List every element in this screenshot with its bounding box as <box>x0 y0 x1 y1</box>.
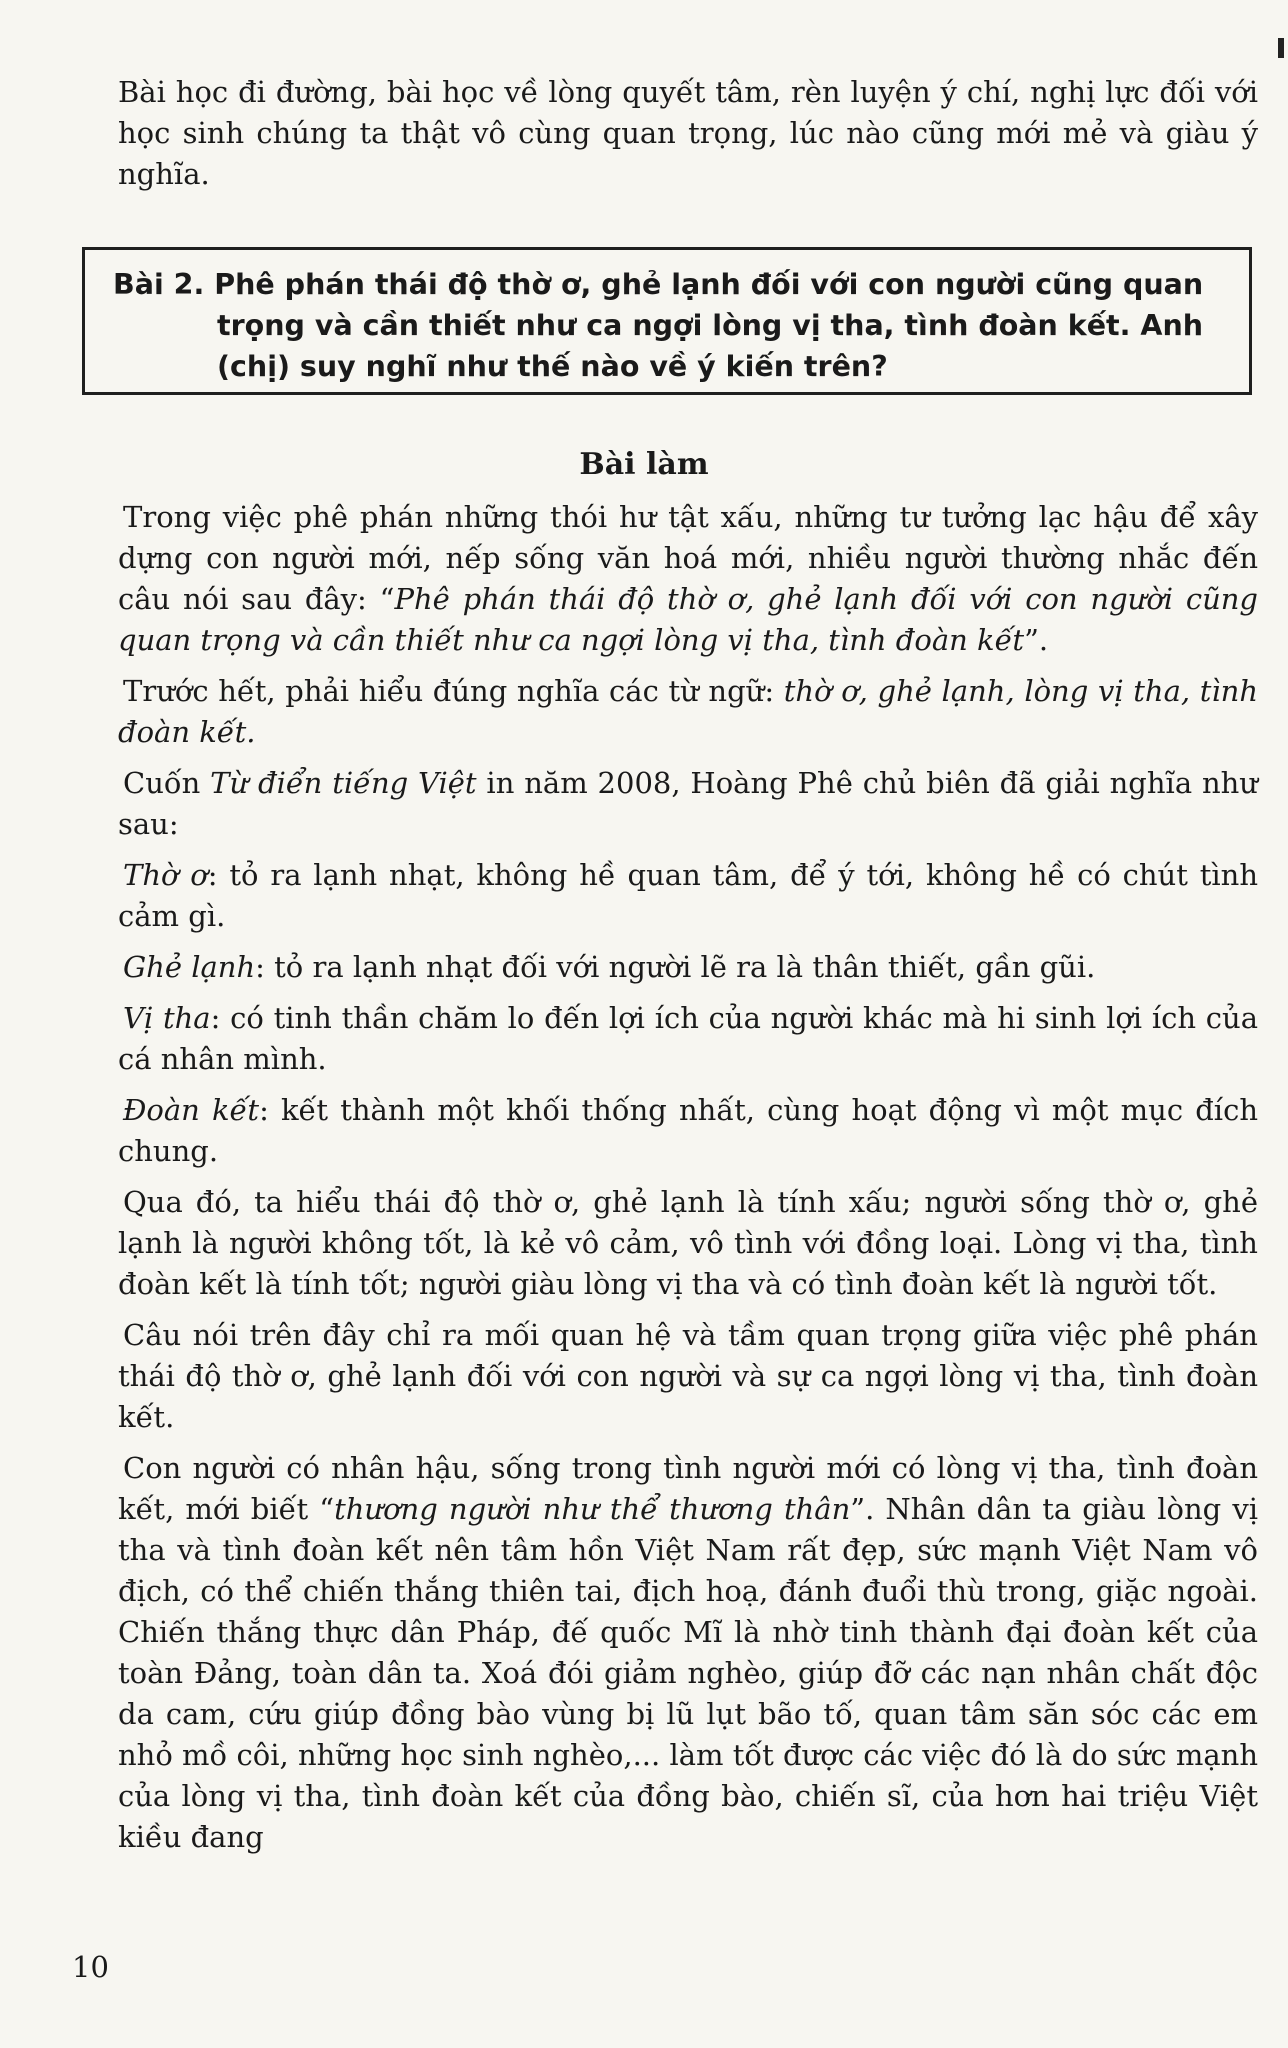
exercise-prompt <box>113 264 1231 387</box>
proverb-quote: thương người như thể thương thân <box>334 1492 851 1526</box>
definition-tho-o: Thờ ơ: tỏ ra lạnh nhạt, không hề quan tâm, để ý tới, không hề có chút tình cảm gì. <box>118 858 1258 933</box>
page-edge-mark <box>1278 38 1284 58</box>
exercise-box <box>82 247 1252 395</box>
definition-term: Thờ ơ <box>123 858 208 892</box>
exercise-label: Bài 2. <box>113 268 205 301</box>
section-heading: Bài làm <box>579 447 709 482</box>
paragraph-1: Trong việc phê phán những thói hư tật xấu, những tư tưởng lạc hậu để xây dựng con người mới, nếp sống văn hoá mới, nhiều người thường nhắc đến câu nói sau đây: “Phê phán thái độ thờ ơ, ghẻ lạnh đối với con người cũng quan trọng và cần thiết như ca ngợi lòng vị tha, tình đoàn kết”. <box>118 500 1258 657</box>
paragraph-3: Cuốn Từ điển tiếng Việt in năm 2008, Hoàng Phê chủ biên đã giải nghĩa như sau: <box>118 766 1258 841</box>
intro-text <box>118 72 1258 195</box>
definition-term: Vị tha <box>123 1001 211 1035</box>
paragraph-4: Qua đó, ta hiểu thái độ thờ ơ, ghẻ lạnh là tính xấu; người sống thờ ơ, ghẻ lạnh là người không tốt, là kẻ vô cảm, vô tình với đồng loại. Lòng vị tha, tình đoàn kết là tính tốt; người giàu lòng vị tha và có tình đoàn kết là người tốt. <box>118 1185 1258 1301</box>
definition-term: Đoàn kết <box>123 1093 260 1127</box>
paragraph-6: Con người có nhân hậu, sống trong tình người mới có lòng vị tha, tình đoàn kết, mới biết “thương người như thể thương thân”. Nhân dân ta giàu lòng vị tha và tình đoàn kết nên tâm hồn Việt Nam rất đẹp, sức mạnh Việt Nam vô địch, có thể chiến thắng thiên tai, địch hoạ, đánh đuổi thù trong, giặc ngoài. Chiến thắng thực dân Pháp, đế quốc Mĩ là nhờ tinh thành đại đoàn kết của toàn Đảng, toàn dân ta. Xoá đói giảm nghèo, giúp đỡ các nạn nhân chất độc da cam, cứu giúp đồng bào vùng bị lũ lụt bão tố, quan tâm săn sóc các em nhỏ mồ côi, những học sinh nghèo,... làm tốt được các việc đó là do sức mạnh của lòng vị tha, tình đoàn kết của đồng bào, chiến sĩ, của hơn hai triệu Việt kiều đang <box>118 1451 1258 1854</box>
exercise-text: Phê phán thái độ thờ ơ, ghẻ lạnh đối với con người cũng quan trọng và cần thiết như ca ngợi lòng vị tha, tình đoàn kết. Anh (chị) suy nghĩ như thế nào về ý kiến trên? <box>214 268 1204 383</box>
dictionary-title: Từ điển tiếng Việt <box>210 766 477 800</box>
intro-paragraph: Bài học đi đường, bài học về lòng quyết tâm, rèn luyện ý chí, nghị lực đối với học sinh chúng ta thật vô cùng quan trọng, lúc nào cũng mới mẻ và giàu ý nghĩa. <box>118 75 1258 191</box>
definition-doan-ket: Đoàn kết: kết thành một khối thống nhất, cùng hoạt động vì một mục đích chung. <box>118 1093 1259 1168</box>
definition-vi-tha: Vị tha: có tinh thần chăm lo đến lợi ích của người khác mà hi sinh lợi ích của cá nhân mình. <box>118 1001 1258 1076</box>
definition-term: Ghẻ lạnh <box>123 950 256 984</box>
page-number: 10 <box>72 1950 109 1984</box>
paragraph-2: Trước hết, phải hiểu đúng nghĩa các từ ngữ: thờ ơ, ghẻ lạnh, lòng vị tha, tình đoàn kết. <box>118 674 1258 749</box>
quote-1: Phê phán thái độ thờ ơ, ghẻ lạnh đối với con người cũng quan trọng và cần thiết như ca ngợi lòng vị tha, tình đoàn kết <box>118 582 1258 657</box>
paragraph-5: Câu nói trên đây chỉ ra mối quan hệ và tầm quan trọng giữa việc phê phán thái độ thờ ơ, ghẻ lạnh đối với con người và sự ca ngợi lòng vị tha, tình đoàn kết. <box>118 1318 1258 1434</box>
definition-ghe-lanh: Ghẻ lạnh: tỏ ra lạnh nhạt đối với người lẽ ra là thân thiết, gần gũi. <box>123 950 1096 984</box>
essay-body <box>118 497 1258 1858</box>
terms-list: thờ ơ, ghẻ lạnh, lòng vị tha, tình đoàn kết. <box>118 674 1258 749</box>
